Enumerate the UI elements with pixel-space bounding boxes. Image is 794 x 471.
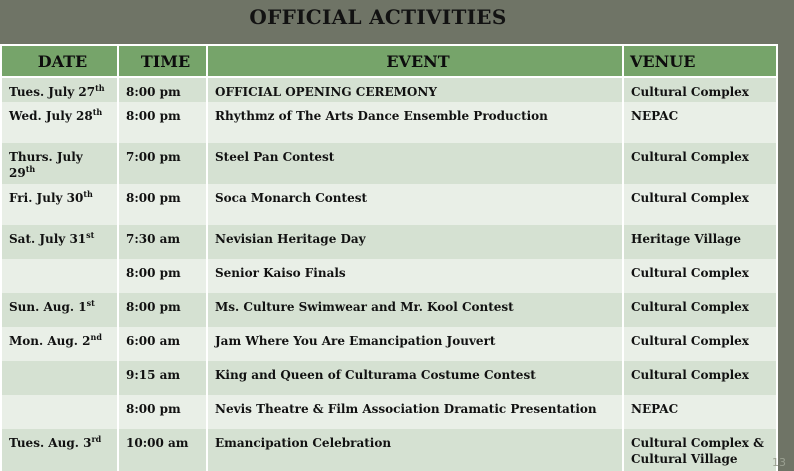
table-row [1, 327, 777, 361]
date-cell [1, 293, 118, 327]
venue-cell: Cultural Complex [623, 293, 777, 327]
date-header: DATE [1, 45, 118, 77]
page-title: OFFICIAL ACTIVITIES [249, 5, 507, 29]
venue-header: VENUE [623, 45, 777, 77]
date-text: Wed. July 28 [9, 109, 93, 123]
date-cell [1, 327, 118, 361]
date-cell [1, 102, 118, 143]
time-cell: 8:00 pm [118, 395, 207, 429]
venue-cell: Cultural Complex [623, 327, 777, 361]
table-row [1, 77, 777, 102]
event-cell: Steel Pan Contest [207, 143, 623, 184]
venue-cell: Heritage Village [623, 225, 777, 259]
date-ordinal: th [92, 107, 103, 117]
date-ordinal: rd [91, 434, 102, 444]
time-cell: 8:00 pm [118, 293, 207, 327]
date-text: Sat. July 31 [9, 232, 87, 246]
event-cell: Jam Where You Are Emancipation Jouvert [207, 327, 623, 361]
venue-cell: Cultural Complex [623, 259, 777, 293]
date-ordinal: th [95, 83, 105, 93]
event-cell: King and Queen of Culturama Costume Contest [207, 361, 623, 395]
table-row [1, 143, 777, 184]
time-cell: 8:00 pm [118, 184, 207, 225]
date-cell [1, 225, 118, 259]
time-cell: 9:15 am [118, 361, 207, 395]
table-row [1, 293, 777, 327]
event-cell: Senior Kaiso Finals [207, 259, 623, 293]
venue-cell: NEPAC [623, 102, 777, 143]
date-text: Tues. July 27 [9, 85, 96, 99]
date-cell [1, 361, 118, 395]
event-cell: Nevisian Heritage Day [207, 225, 623, 259]
date-cell [1, 259, 118, 293]
date-ordinal: th [25, 164, 36, 174]
activities-table [0, 44, 778, 471]
time-cell: 7:00 pm [118, 143, 207, 184]
date-cell [1, 184, 118, 225]
event-cell: Rhythmz of The Arts Dance Ensemble Production [207, 102, 623, 143]
date-text: Fri. July 30 [9, 191, 84, 205]
event-cell: Emancipation Celebration [207, 429, 623, 471]
table-row [1, 259, 777, 293]
venue-cell: NEPAC [623, 395, 777, 429]
table-row [1, 429, 777, 471]
time-cell: 7:30 am [118, 225, 207, 259]
time-cell: 10:00 am [118, 429, 207, 471]
time-cell: 6:00 am [118, 327, 207, 361]
venue-cell: Cultural Complex [623, 184, 777, 225]
table-row [1, 395, 777, 429]
table-row [1, 225, 777, 259]
date-ordinal: st [86, 230, 95, 240]
time-header: TIME [118, 45, 207, 77]
date-text: Tues. Aug. 3 [9, 436, 92, 450]
date-cell [1, 395, 118, 429]
event-cell: Soca Monarch Contest [207, 184, 623, 225]
date-text: Mon. Aug. 2 [9, 334, 91, 348]
event-cell: Ms. Culture Swimwear and Mr. Kool Contest [207, 293, 623, 327]
date-ordinal: nd [90, 332, 102, 342]
table-row [1, 184, 777, 225]
date-ordinal: st [86, 298, 95, 308]
venue-cell: Cultural Complex [623, 361, 777, 395]
venue-cell: Cultural Complex & Cultural Village [623, 429, 777, 471]
page-number: 13 [772, 456, 786, 469]
table-row [1, 102, 777, 143]
table-header-row [1, 45, 777, 77]
time-cell: 8:00 pm [118, 77, 207, 102]
table-row [1, 361, 777, 395]
event-cell: OFFICIAL OPENING CEREMONY [207, 77, 623, 102]
time-cell: 8:00 pm [118, 259, 207, 293]
date-text: Thurs. July 29 [9, 150, 83, 180]
venue-cell: Cultural Complex [623, 77, 777, 102]
event-cell: Nevis Theatre & Film Association Dramatic Presentation [207, 395, 623, 429]
date-cell [1, 77, 118, 102]
venue-cell: Cultural Complex [623, 143, 777, 184]
date-cell [1, 429, 118, 471]
event-header: EVENT [207, 45, 623, 77]
date-cell [1, 143, 118, 184]
date-ordinal: th [83, 189, 93, 199]
time-cell: 8:00 pm [118, 102, 207, 143]
date-text: Sun. Aug. 1 [9, 300, 87, 314]
